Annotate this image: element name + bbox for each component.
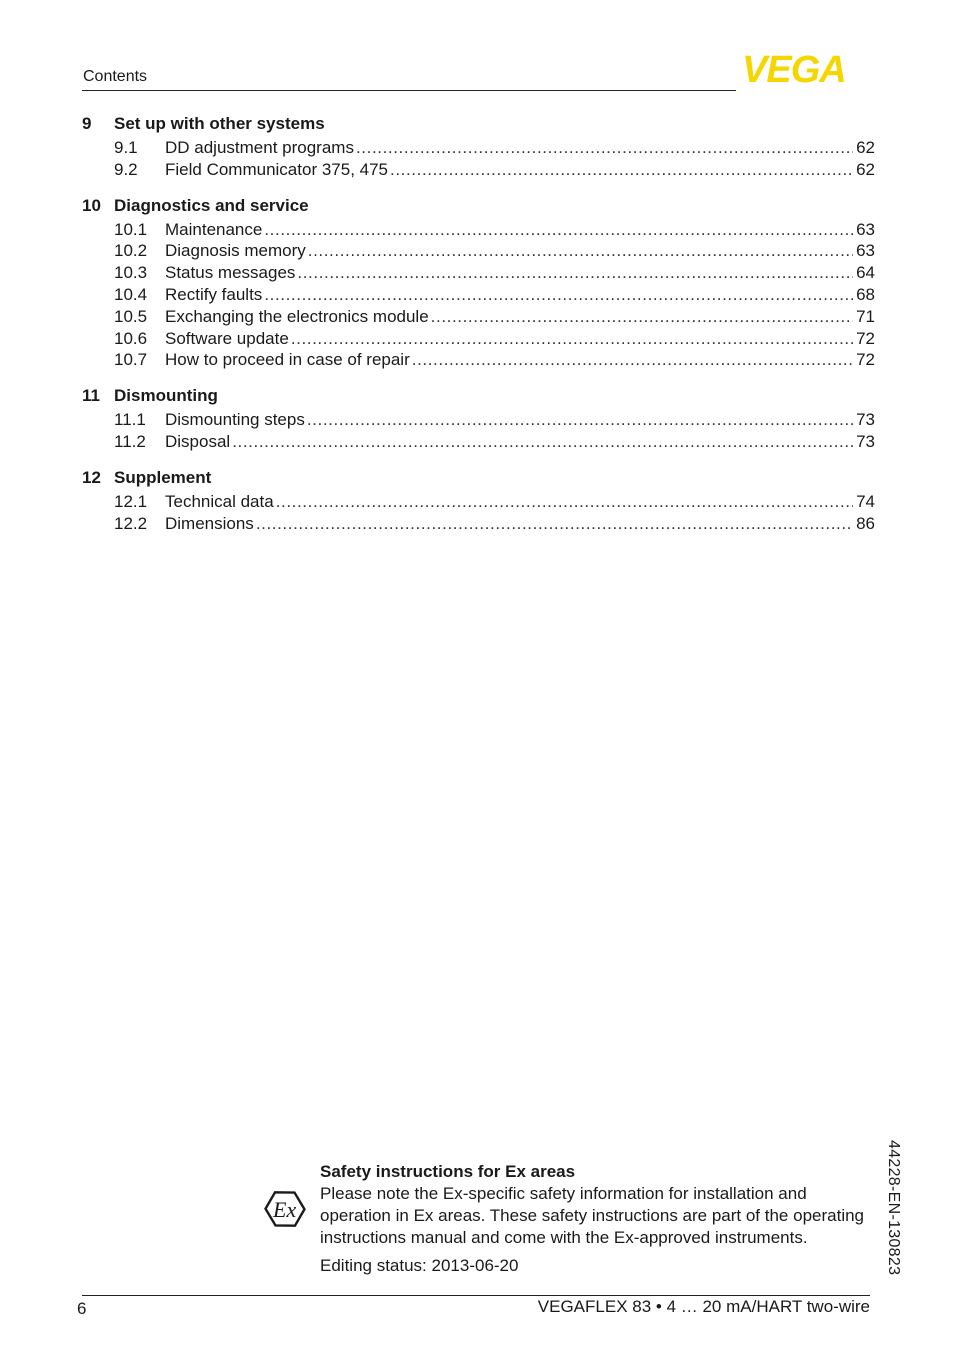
toc-entry-title: DD adjustment programs xyxy=(165,138,354,157)
toc-entry-page: 72 xyxy=(856,328,875,348)
toc-entry[interactable] xyxy=(82,349,875,371)
toc-entry-title: Disposal xyxy=(165,431,231,451)
toc-entry-page: 64 xyxy=(856,263,875,283)
toc-entry[interactable] xyxy=(82,491,875,513)
toc-entry[interactable] xyxy=(82,431,875,453)
toc-entry[interactable] xyxy=(82,409,875,431)
toc-entry-page: 63 xyxy=(856,219,875,239)
toc-entry-title: Dimensions xyxy=(165,513,254,533)
footer-document-title: VEGAFLEX 83 • 4 … 20 mA/HART two-wire xyxy=(537,1297,870,1316)
toc-chapter-number: 11 xyxy=(82,386,100,406)
toc-entry-title: How to proceed in case of repair xyxy=(165,350,410,370)
safety-notice xyxy=(320,1161,876,1277)
toc-leader-dots xyxy=(308,240,853,262)
toc-chapter-title: Supplement xyxy=(114,467,212,487)
toc-leader-dots xyxy=(264,219,853,241)
toc-leader-dots xyxy=(232,431,853,453)
toc-chapter-number: 9 xyxy=(82,114,92,133)
toc-leader-dots xyxy=(356,137,853,159)
toc-entry-number: 10.2 xyxy=(114,241,148,261)
ex-hazard-icon xyxy=(264,1188,306,1230)
toc-entry-number: 10.5 xyxy=(114,306,148,326)
toc-chapter-title: Dismounting xyxy=(114,386,218,406)
toc-entry-page: 74 xyxy=(856,491,875,511)
toc-leader-dots xyxy=(431,306,853,328)
toc-entry-title: Maintenance xyxy=(165,219,263,239)
toc-leader-dots xyxy=(307,409,853,431)
document-id: 44228-EN-130823 xyxy=(885,1140,902,1276)
toc-leader-dots xyxy=(291,328,853,350)
footer-page-number: 6 xyxy=(77,1299,87,1318)
toc-entry-title: Diagnosis memory xyxy=(165,241,306,261)
toc-entry-title: Software update xyxy=(165,328,289,348)
toc-chapter-number: 10 xyxy=(82,195,101,215)
toc-entry[interactable] xyxy=(82,306,875,328)
vega-logo xyxy=(742,52,874,84)
toc-chapter-heading[interactable] xyxy=(82,385,875,409)
toc-chapter-title: Diagnostics and service xyxy=(114,195,309,215)
toc-entry-number: 10.3 xyxy=(114,263,148,283)
toc-entry-title: Rectify faults xyxy=(165,284,263,304)
toc-entry[interactable] xyxy=(82,159,875,181)
safety-notice-body: Please note the Ex-specific safety information for installation and operation in Ex areas. These safety instructions are part of the operating instructions manual and come with the Ex-approved instruments. xyxy=(320,1184,864,1247)
toc-entry-number: 10.6 xyxy=(114,328,148,348)
toc-entry-title: Status messages xyxy=(165,263,296,283)
toc-chapter xyxy=(82,467,875,535)
toc-entry[interactable] xyxy=(82,137,875,159)
toc-entry-number: 10.7 xyxy=(114,350,148,370)
toc-entry-number: 9.2 xyxy=(114,159,138,179)
toc-chapter xyxy=(82,195,875,372)
toc-entry-number: 9.1 xyxy=(114,138,138,157)
toc-entry[interactable] xyxy=(82,284,875,306)
toc-entry-number: 12.2 xyxy=(114,513,148,533)
toc-entry-page: 71 xyxy=(856,306,875,326)
editing-status: Editing status: 2013-06-20 xyxy=(320,1256,519,1275)
toc-entry[interactable] xyxy=(82,219,875,241)
safety-notice-title: Safety instructions for Ex areas xyxy=(320,1162,576,1181)
table-of-contents xyxy=(82,113,875,548)
toc-entry-number: 10.1 xyxy=(114,219,148,239)
vega-logo-text: VEGA xyxy=(742,52,846,84)
toc-chapter-number: 12 xyxy=(82,467,101,487)
svg-text:Ex: Ex xyxy=(273,1197,297,1222)
toc-chapter-heading[interactable] xyxy=(82,467,875,491)
toc-chapter xyxy=(82,385,875,453)
toc-entry-title: Field Communicator 375, 475 xyxy=(165,159,389,179)
toc-entry-page: 62 xyxy=(856,159,875,179)
toc-entry[interactable] xyxy=(82,262,875,284)
toc-leader-dots xyxy=(256,513,853,535)
toc-leader-dots xyxy=(297,262,853,284)
toc-leader-dots xyxy=(276,491,853,513)
toc-leader-dots xyxy=(264,284,853,306)
toc-entry-title: Dismounting steps xyxy=(165,410,305,430)
toc-entry[interactable] xyxy=(82,513,875,535)
toc-entry-page: 68 xyxy=(856,284,875,304)
footer-divider xyxy=(82,1295,870,1296)
toc-leader-dots xyxy=(390,159,853,181)
toc-chapter-title: Set up with other systems xyxy=(114,114,325,133)
toc-entry-number: 10.4 xyxy=(114,284,148,304)
header-section-label: Contents xyxy=(83,68,148,85)
toc-entry-title: Technical data xyxy=(165,491,274,511)
toc-entry-page: 62 xyxy=(856,138,875,157)
toc-chapter xyxy=(82,113,875,181)
toc-entry[interactable] xyxy=(82,240,875,262)
toc-entry-page: 86 xyxy=(856,513,875,533)
toc-entry-page: 72 xyxy=(856,350,875,370)
toc-entry-title: Exchanging the electronics module xyxy=(165,306,429,326)
toc-entry-number: 12.1 xyxy=(114,491,148,511)
toc-chapter-heading[interactable] xyxy=(82,195,875,219)
header-divider xyxy=(82,90,736,91)
toc-entry-number: 11.2 xyxy=(114,431,146,451)
toc-entry-page: 63 xyxy=(856,241,875,261)
toc-entry-page: 73 xyxy=(856,410,875,430)
toc-chapter-heading[interactable] xyxy=(82,113,875,137)
toc-leader-dots xyxy=(412,349,853,371)
toc-entry-number: 11.1 xyxy=(114,410,146,430)
toc-entry[interactable] xyxy=(82,328,875,350)
toc-entry-page: 73 xyxy=(856,431,875,451)
